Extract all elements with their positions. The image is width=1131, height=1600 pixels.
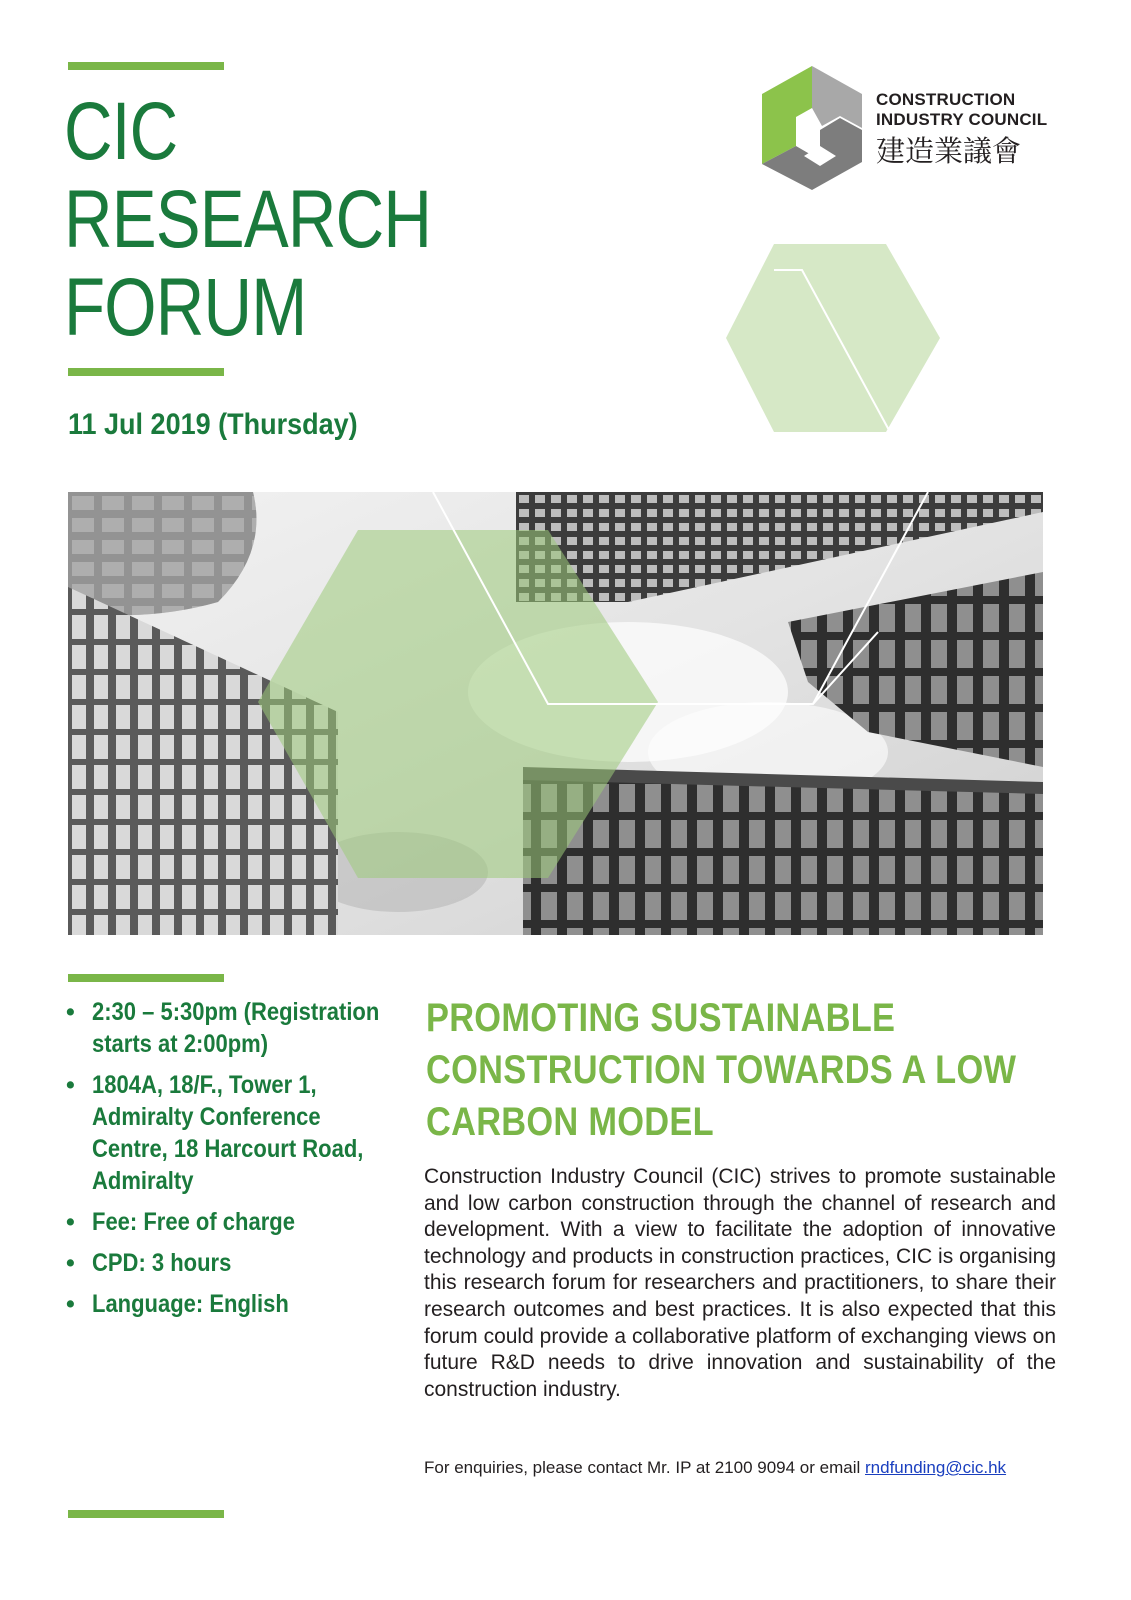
headline-line-2: CONSTRUCTION TOWARDS A LOW (426, 1048, 1017, 1092)
enquiry-email-link[interactable]: rndfunding@cic.hk (865, 1458, 1007, 1477)
bullet-icon: • (66, 1208, 75, 1236)
bullet-icon: • (66, 1071, 75, 1099)
detail-venue (66, 1069, 366, 1197)
title-underline-bar (68, 368, 224, 376)
detail-language (66, 1288, 366, 1320)
title-line-3: FORUM (64, 262, 307, 353)
logo-name-line-2: INDUSTRY COUNCIL (876, 110, 1048, 129)
forum-headline (426, 992, 1017, 1148)
detail-text: Fee: Free of charge (92, 1208, 295, 1236)
forum-description: Construction Industry Council (CIC) strives to promote sustainable and low carbon construction through the channel of research and development. With a view to facilitate the adoption of innovative technology and products in construction practices, CIC is organising this research forum for researchers and practitioners, to share their research outcomes and best practices. It is also expected that this forum could provide a collaborative platform of exchanging views on future R&D needs to drive innovation and sustainability of the construction industry. (424, 1165, 1056, 1401)
headline-line-3: CARBON MODEL (426, 1100, 714, 1144)
skyscrapers-photo (68, 492, 1043, 935)
detail-text: CPD: 3 hours (92, 1249, 232, 1277)
logo-wordmark (876, 90, 1047, 168)
detail-cpd (66, 1247, 366, 1279)
logo-name-chinese: 建造業議會 (876, 134, 1022, 168)
bullet-icon: • (66, 998, 75, 1026)
title-line-2: RESEARCH (64, 174, 432, 265)
page-title (64, 88, 431, 352)
bullet-icon: • (66, 1249, 75, 1277)
top-accent-bar (68, 62, 224, 70)
headline-line-1: PROMOTING SUSTAINABLE (426, 996, 896, 1040)
detail-text: 1804A, 18/F., Tower 1, Admiralty Conference Centre, 18 Harcourt Road, Admiralty (92, 1071, 364, 1195)
detail-text: 2:30 – 5:30pm (Registration starts at 2:00pm) (92, 998, 380, 1058)
enquiry-text: For enquiries, please contact Mr. IP at 2100 9094 or email (424, 1458, 865, 1477)
enquiry-line (424, 1458, 1006, 1478)
detail-fee (66, 1206, 366, 1238)
bottom-accent-bar (68, 1510, 224, 1518)
logo-name-line-1: CONSTRUCTION (876, 90, 1016, 109)
cic-logo-icon (762, 66, 866, 190)
bullet-icon: • (66, 1290, 75, 1318)
event-details-list (66, 996, 380, 1329)
detail-time (66, 996, 380, 1060)
detail-text: Language: English (92, 1290, 289, 1318)
event-date: 11 Jul 2019 (Thursday) (68, 408, 358, 441)
decorative-hexagon-icon (720, 242, 944, 434)
title-line-1: CIC (64, 86, 178, 177)
details-accent-bar (68, 974, 224, 982)
